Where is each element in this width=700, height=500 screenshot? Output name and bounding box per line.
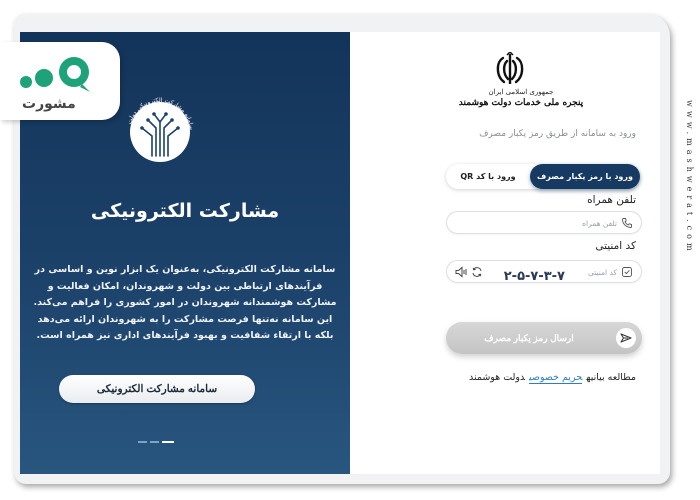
captcha-label: کد امنیتی — [595, 240, 636, 252]
login-method-tabs — [446, 164, 640, 189]
e-participation-emblem-icon — [120, 92, 200, 172]
phone-label: تلفن همراه — [587, 194, 636, 206]
brand-logo — [0, 42, 120, 120]
login-intro-text: ورود به سامانه از طریق رمز یکبار مصرف — [479, 129, 636, 139]
gov-title: پنجره ملی خدمات دولت هوشمند — [458, 98, 584, 108]
captcha-input[interactable] — [557, 264, 617, 280]
send-otp-button[interactable]: ارسال رمز یکبار مصرف — [446, 322, 642, 354]
captcha-field[interactable] — [446, 260, 642, 283]
checkbox-icon — [621, 266, 633, 278]
svg-text:سامانه مشارکت الکترونیکی دولت: سامانه مشارکت الکترونیکی دولت — [126, 96, 195, 131]
iran-emblem-icon — [490, 52, 530, 86]
brand-dots-icon — [18, 54, 108, 94]
privacy-link[interactable]: حریم خصوصی — [529, 372, 583, 383]
panel-description: سامانه مشارکت الکترونیکی، به‌عنوان یک ابزار نوین و اساسی در فرآیندهای ارتباطی بین دولت و شهروندان، امکان فعالیت و مشارکت هوشمندانه شهروندان در امور کشوری را فراهم می‌کند. این سامانه نه‌تنها فرصت مشارکت را به شهروندان ارائه می‌دهد بلکه با ارتقاء شفافیت و بهبود فرآیندهای اداری نیز همراه است. — [33, 264, 337, 341]
captcha-image: ۲-۵-۷-۳-۷ — [503, 269, 565, 284]
login-panel — [350, 32, 660, 474]
brand-name: مشورت — [22, 96, 76, 112]
phone-input[interactable] — [467, 215, 617, 231]
e-participation-system-button[interactable]: سامانه مشارکت الکترونیکی — [59, 375, 255, 403]
carousel-indicator[interactable] — [138, 441, 174, 443]
watermark-url: www.mashwerat.com — [685, 100, 694, 255]
phone-field[interactable] — [446, 211, 642, 234]
tab-otp-login[interactable]: ورود با رمز یکبار مصرف — [530, 164, 640, 189]
carousel-dot[interactable] — [138, 441, 147, 443]
carousel-dot[interactable] — [150, 441, 159, 443]
carousel-dot-active[interactable] — [162, 441, 174, 443]
tab-qr-login[interactable]: ورود با کد QR — [460, 172, 516, 181]
gov-subtitle: جمهوری اسلامی ایران — [488, 88, 554, 96]
paper-plane-icon — [616, 328, 636, 348]
speaker-icon[interactable] — [455, 266, 468, 278]
privacy-statement: مطالعه بیانیهحریم خصوصیدولت هوشمند — [468, 372, 636, 383]
refresh-icon[interactable] — [471, 266, 483, 278]
paper-plane-icon-wrap — [616, 328, 636, 348]
panel-title: مشارکت الکترونیکی — [90, 200, 280, 222]
phone-icon — [621, 217, 633, 229]
